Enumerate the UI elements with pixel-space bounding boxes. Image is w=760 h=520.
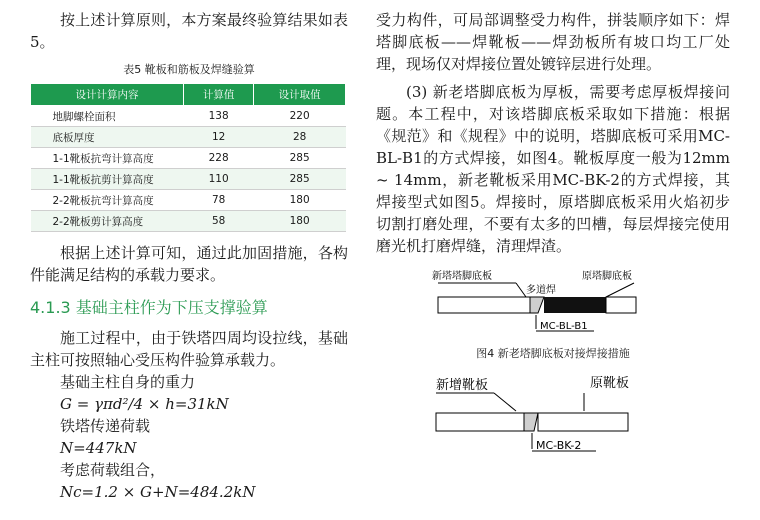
table-row xyxy=(31,190,346,211)
fig5-new-boot-plate xyxy=(436,413,524,431)
table-cell: 12 xyxy=(184,127,254,148)
table-row xyxy=(31,211,346,232)
left-column xyxy=(30,0,348,503)
fig5-code: MC-BK-2 xyxy=(536,439,582,452)
table-row xyxy=(31,106,346,127)
table-header: 设计取值 xyxy=(254,84,346,106)
table-row xyxy=(31,169,346,190)
paragraph-construction: 施工过程中，由于铁塔四周均设拉线，基础主柱可按照轴心受压构件验算承载力。 xyxy=(30,329,348,369)
fig4-label-old-plate: 原塔脚底板 xyxy=(582,271,632,282)
fig5-label-old-boot: 原靴板 xyxy=(590,376,630,391)
fig5-label-new-boot: 新增靴板 xyxy=(436,378,489,393)
fig4-old-plate-end xyxy=(606,297,636,313)
formula-load: N=447kN xyxy=(60,439,137,457)
table-cell: 2-2靴板抗弯计算高度 xyxy=(31,190,184,211)
paragraph-assembly: 受力构件，可局部调整受力构件，拼装顺序如下：焊塔脚底板——焊靴板——焊劲板所有坡口均工厂处理，现场仅对焊接位置处镀锌层进行处理。 xyxy=(376,11,730,73)
fig4-leader-line xyxy=(606,283,634,297)
formula-combined-load: Nc=1.2 × G+N=484.2kN xyxy=(60,483,256,501)
table-header-row xyxy=(31,84,346,106)
text-load-combination: 考虑荷载组合， xyxy=(60,461,166,479)
section-heading: 4.1.3 基础主柱作为下压支撑验算 xyxy=(30,298,268,317)
table-cell: 110 xyxy=(184,169,254,190)
fig5-old-boot-plate xyxy=(538,413,628,431)
fig4-old-plate xyxy=(544,297,606,313)
table-cell: 78 xyxy=(184,190,254,211)
paragraph-intro: 按上述计算原则，本方案最终验算结果如表5。 xyxy=(30,11,348,51)
fig4-label-new-plate: 新塔塔脚底板 xyxy=(432,271,492,282)
table-cell: 138 xyxy=(184,106,254,127)
table-cell: 地脚螺栓面积 xyxy=(31,106,184,127)
fig5-weld xyxy=(524,413,538,431)
fig4-leader-line xyxy=(516,283,526,297)
table-cell: 220 xyxy=(254,106,346,127)
text-tower-load: 铁塔传递荷载 xyxy=(60,417,151,435)
paragraph-conclusion: 根据上述计算可知，通过此加固措施，各构件能满足结构的承载力要求。 xyxy=(30,244,348,284)
fig5-leader-line xyxy=(494,393,516,411)
table-caption: 表5 靴板和筋板及焊缝验算 xyxy=(123,63,255,76)
table-cell: 180 xyxy=(254,211,346,232)
table-cell: 58 xyxy=(184,211,254,232)
table-cell: 1-1靴板抗剪计算高度 xyxy=(31,169,184,190)
table-row xyxy=(31,127,346,148)
formula-gravity: G = γπd²/4 × h=31kN xyxy=(60,395,229,413)
table-row xyxy=(31,148,346,169)
fig4-label-multi-pass: 多道焊 xyxy=(526,285,556,296)
table-cell: 2-2靴板剪计算高度 xyxy=(31,211,184,232)
table-header: 设计计算内容 xyxy=(31,84,184,106)
paragraph-thick-plate: (3) 新老塔脚底板为厚板，需要考虑厚板焊接问题。本工程中，对该塔脚底板采取如下措施：根据《规范》和《规程》中的说明，塔脚底板可采用MC-BL-B1的方式焊接，如图4。靴板厚度一般为12mm ~ 14mm，新老靴板采用MC-BK-2的方式焊接，其焊接型式如图5。焊接时，原塔脚底板采用火焰初步切割打磨处理，不要有太多的凹槽，每层焊接完使用磨光机打磨焊缝，清理焊渣。 xyxy=(376,83,730,255)
table-cell: 180 xyxy=(254,190,346,211)
right-column xyxy=(376,0,730,455)
table-cell: 28 xyxy=(254,127,346,148)
text-self-weight: 基础主柱自身的重力 xyxy=(60,373,196,391)
table-header: 计算值 xyxy=(184,84,254,106)
verification-table xyxy=(30,83,346,232)
figure-5-diagram xyxy=(376,369,730,455)
table-cell: 底板厚度 xyxy=(31,127,184,148)
table-cell: 1-1靴板抗弯计算高度 xyxy=(31,148,184,169)
table-cell: 285 xyxy=(254,148,346,169)
fig4-weld xyxy=(530,297,544,313)
figure-4-caption: 图4 新老塔脚底板对接焊接措施 xyxy=(476,347,630,360)
fig4-code: MC-BL-B1 xyxy=(540,321,588,332)
fig4-new-plate xyxy=(438,297,530,313)
figure-4-diagram xyxy=(376,267,730,345)
table-cell: 228 xyxy=(184,148,254,169)
table-cell: 285 xyxy=(254,169,346,190)
